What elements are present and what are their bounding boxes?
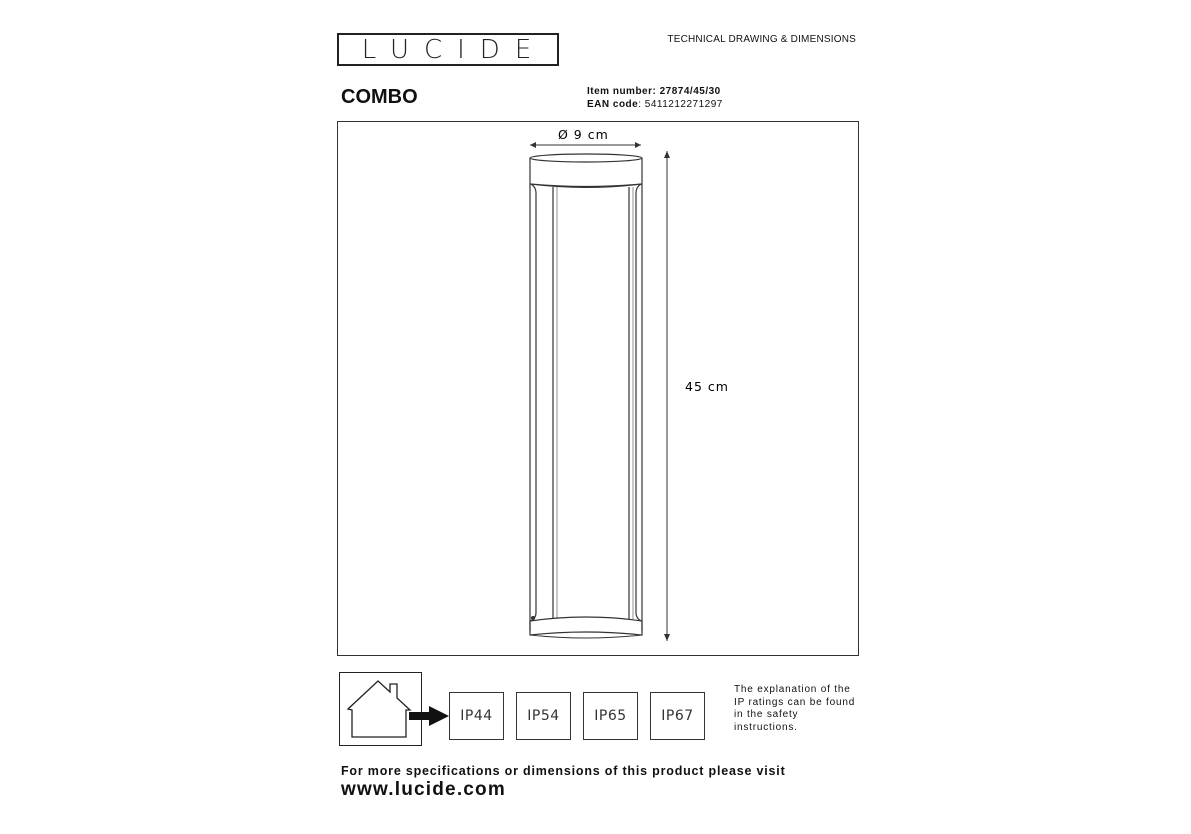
lamp-drawing — [337, 121, 859, 656]
website-link[interactable]: www.lucide.com — [341, 779, 506, 800]
ean-value: : 5411212271297 — [638, 99, 723, 110]
footer-text: For more specifications or dimensions of this product please visit — [341, 764, 786, 778]
ip-rating-box: IP44 — [449, 692, 504, 740]
product-name: COMBO — [341, 86, 418, 108]
ean-row — [587, 99, 723, 110]
logo-text: LUCIDE — [361, 34, 547, 65]
ip-rating-box: IP67 — [650, 692, 705, 740]
ip-note-line: IP ratings can be found — [734, 696, 856, 708]
ip-note-line: in the safety — [734, 709, 799, 720]
ip-note-line: The explanation of the — [734, 684, 851, 695]
house-icon — [340, 673, 420, 744]
ip-note-line: instructions. — [734, 721, 798, 733]
lamp-base — [530, 616, 642, 638]
ean-label: EAN code — [587, 99, 639, 110]
diameter-label: Ø 9 cm — [558, 127, 609, 142]
brand-logo — [337, 33, 559, 66]
ip-rating-note — [734, 684, 864, 734]
height-dimension-line — [664, 151, 670, 641]
lamp-body — [530, 184, 642, 631]
arrow-right-icon — [409, 706, 451, 726]
height-label: 45 cm — [685, 379, 729, 394]
item-number-value: 27874/45/30 — [659, 86, 721, 97]
diameter-dimension-line — [530, 142, 641, 148]
ip-rating-box: IP65 — [583, 692, 638, 740]
ip-rating-box: IP54 — [516, 692, 571, 740]
lamp-head — [530, 154, 642, 188]
document-type-label: TECHNICAL DRAWING & DIMENSIONS — [667, 34, 856, 45]
item-number-label: Item number: — [587, 86, 657, 97]
item-number-row — [587, 86, 721, 97]
